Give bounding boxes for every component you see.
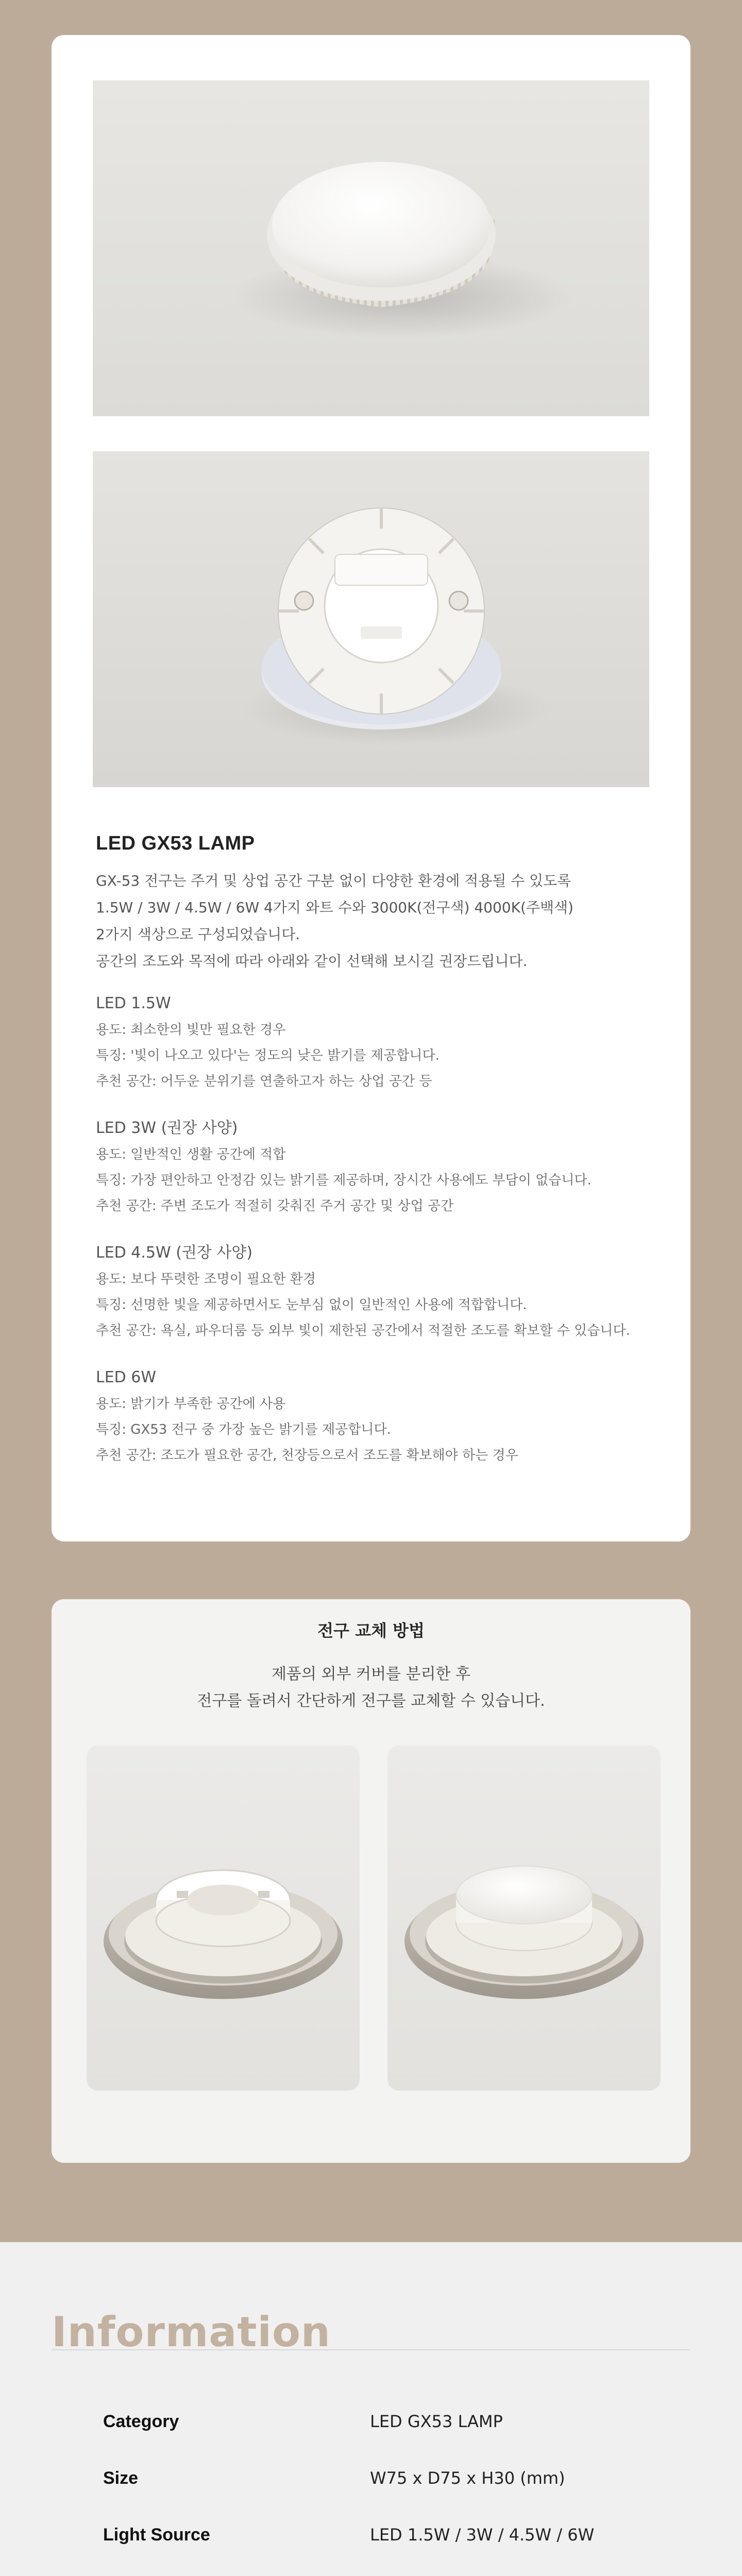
spec-usage: 용도: 일반적인 생활 공간에 적합 (96, 1147, 286, 1162)
intro-line: GX-53 전구는 주거 및 상업 공간 구분 없이 다양한 환경에 적용될 수 있도록 (96, 872, 571, 889)
intro-line: 2가지 색상으로 구성되었습니다. (96, 926, 300, 943)
information-section (0, 2242, 742, 2576)
information-divider (52, 2349, 690, 2350)
info-value: LED GX53 LAMP (370, 2412, 503, 2431)
info-row-light-source (103, 2519, 670, 2550)
product-photo-top (93, 80, 649, 416)
info-row-category (103, 2406, 670, 2437)
spec-feature: 특징: GX53 전구 중 가장 높은 밝기를 제공합니다. (96, 1422, 391, 1437)
spec-recommend: 추천 공간: 주변 조도가 적절히 갖춰진 주거 공간 및 상업 공간 (96, 1198, 454, 1214)
howto-photo-bulb-installed (387, 1745, 661, 2091)
product-photo-bottom (93, 451, 649, 787)
info-value: LED 1.5W / 3W / 4.5W / 6W (370, 2525, 595, 2545)
information-heading: Information (52, 2308, 331, 2356)
howto-desc-line: 제품의 외부 커버를 분리한 후 (272, 1665, 470, 1683)
spec-name: LED 6W (96, 1368, 157, 1386)
spec-name: LED 4.5W (권장 사양) (96, 1244, 253, 1262)
spec-recommend: 추천 공간: 어두운 분위기를 연출하고자 하는 상업 공간 등 (96, 1074, 432, 1089)
info-label: Size (103, 2468, 139, 2488)
spec-led-3w (96, 1115, 673, 1219)
spec-name: LED 3W (권장 사양) (96, 1119, 238, 1137)
product-title: LED GX53 LAMP (96, 833, 255, 854)
spec-feature: 특징: '빛이 나오고 있다'는 정도의 낮은 밝기를 제공합니다. (96, 1048, 440, 1063)
howto-title: 전구 교체 방법 (317, 1621, 425, 1640)
spec-led-1-5w (96, 990, 673, 1094)
bulb-replacement-card (52, 1599, 690, 2163)
product-card (52, 35, 690, 1541)
spec-feature: 특징: 선명한 빛을 제공하면서도 눈부심 없이 일반적인 사용에 적합합니다. (96, 1297, 527, 1313)
intro-line: 1.5W / 3W / 4.5W / 6W 4가지 와트 수와 3000K(전구색) 4000K(주백색) (96, 899, 574, 916)
spec-feature: 특징: 가장 편안하고 안정감 있는 밝기를 제공하며, 장시간 사용에도 부담이 없습니다. (96, 1173, 592, 1188)
spec-led-6w (96, 1364, 673, 1468)
spec-recommend: 추천 공간: 욕실, 파우더룸 등 외부 빛이 제한된 공간에서 적절한 조도를 확보할 수 있습니다. (96, 1323, 630, 1338)
spec-usage: 용도: 최소한의 빛만 필요한 경우 (96, 1022, 286, 1038)
spec-usage: 용도: 밝기가 부족한 공간에 사용 (96, 1396, 286, 1412)
howto-description (52, 1661, 690, 1715)
info-label: Category (103, 2412, 179, 2431)
spec-led-4-5w (96, 1240, 673, 1344)
spec-name: LED 1.5W (96, 994, 171, 1012)
spec-usage: 용도: 보다 뚜렷한 조명이 필요한 환경 (96, 1272, 316, 1287)
spec-recommend: 추천 공간: 조도가 필요한 공간, 천장등으로서 조도를 확보해야 하는 경우 (96, 1448, 518, 1463)
info-value: W75 x D75 x H30 (mm) (370, 2468, 565, 2488)
howto-photo-cover-removed (87, 1745, 360, 2091)
info-row-size (103, 2463, 670, 2494)
product-intro (96, 868, 663, 975)
info-label: Light Source (103, 2525, 210, 2545)
howto-desc-line: 전구를 돌려서 간단하게 전구를 교체할 수 있습니다. (197, 1692, 545, 1710)
intro-line: 공간의 조도와 목적에 따라 아래와 같이 선택해 보시길 권장드립니다. (96, 953, 528, 970)
